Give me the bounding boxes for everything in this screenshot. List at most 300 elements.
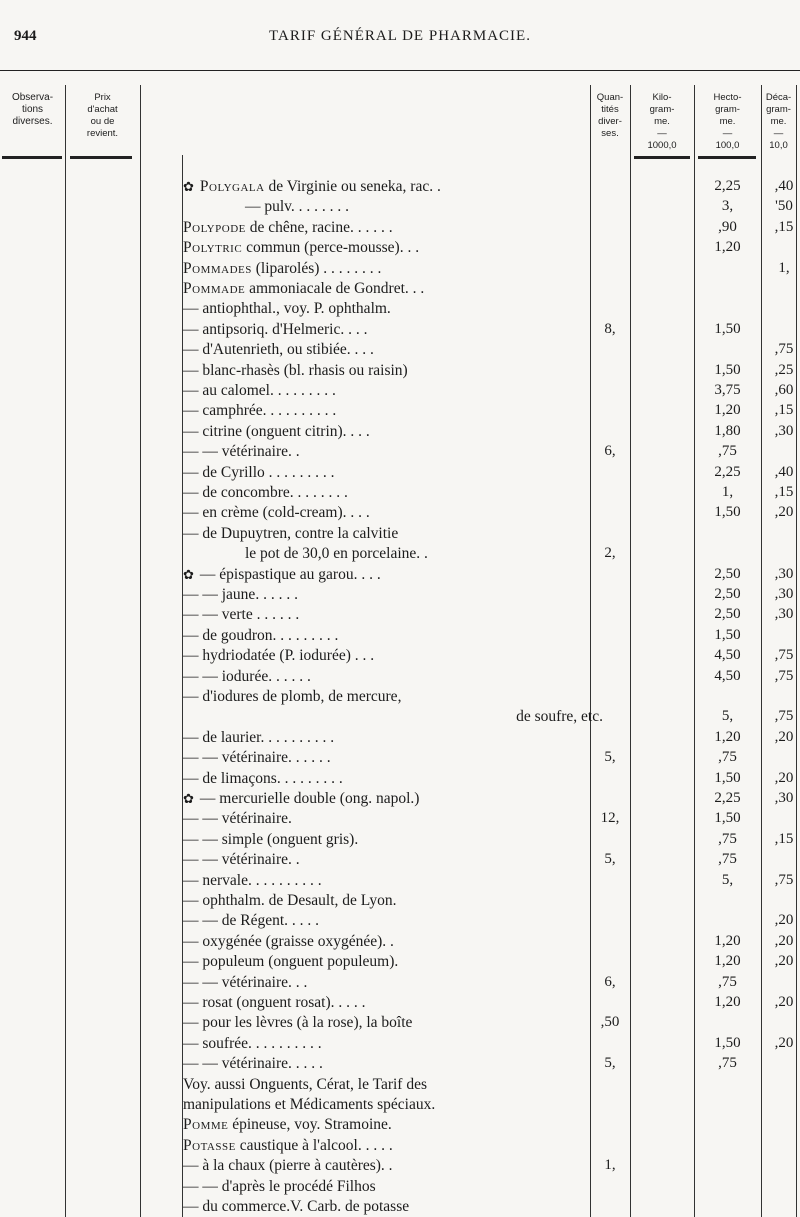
hectogram-cell: ,75 [718,851,737,868]
entry-text: d'iodures de plomb, de mercure, [202,688,402,705]
header-line: me. [654,116,670,127]
table-row [0,319,800,340]
table-row [0,808,800,829]
table-row [0,1155,800,1176]
row-description [183,727,603,748]
ditto-dash: — [183,728,203,746]
entry-text: ammoniacale de Gondret. . . [245,280,425,297]
table-row [0,462,800,483]
ditto-dash: — [183,402,203,420]
entry-text: de Dupuytren, contre la calvitie [202,524,399,542]
row-description [183,502,603,523]
quantity-cell: 5, [604,1055,616,1072]
hectogram-cell: 2,25 [714,463,741,480]
header-line: gram- [715,104,740,115]
header-line: 1000,0 [647,140,677,151]
header-line: Quan- [596,92,624,103]
decagram-cell: ,75 [774,667,794,684]
entry-text: — d'après le procédé Filhos [202,1177,376,1195]
table-row [0,400,800,421]
decagram-cell: 1, [778,259,790,276]
table-row [0,706,800,727]
header-line: diver- [598,116,622,127]
quantity-cell: 8, [604,320,616,337]
entry-text: de limaçons. . . . . . . . . [202,769,343,787]
entry-text: — vétérinaire. . . . . [202,1055,323,1073]
table-row [0,217,800,238]
entry-text: pulv. . . . . . . . [264,198,350,216]
hectogram-cell: 1,20 [714,932,741,949]
row-description [183,319,603,340]
ditto-dash: — [183,300,203,318]
table-row [0,890,800,911]
decagram-cell: ,30 [774,565,794,582]
entry-text: blanc-rhasès (bl. rhasis ou raisin) [202,361,408,379]
row-description [183,890,603,911]
entry-text: citrine (onguent citrin). . . . [202,422,370,440]
entry-text: Voy. aussi Onguents, Cérat, le Tarif des [183,1075,428,1093]
entry-text: soufrée. . . . . . . . . . [202,1034,322,1052]
table-row [0,1176,800,1197]
ditto-dash: — [183,912,203,930]
table-row [0,870,800,891]
hectogram-cell: 3,75 [714,382,741,398]
header-bar [70,156,132,159]
entry-head: Polygala [199,178,265,195]
decagram-cell: ,20 [774,1034,794,1051]
row-description [183,1094,603,1115]
hectogram-cell: 1,50 [714,1034,741,1051]
row-description [183,951,603,972]
table-row [0,604,800,625]
row-description [183,1053,603,1074]
hectogram-cell: 1,80 [714,422,741,439]
entry-text: épineuse, voy. Stramoine. [228,1116,392,1134]
header-line: — [722,128,733,139]
header-line: me. [719,116,736,127]
header-line: Prix [94,92,111,103]
entry-text: — simple (onguent gris). [202,830,359,848]
table-row [0,951,800,972]
decagram-cell: ,15 [774,830,794,847]
table-row [0,625,800,646]
row-description [183,625,603,646]
codex-mark-icon: ✿ [183,566,194,582]
row-description [245,196,665,217]
row-description [183,482,603,503]
table-row [0,421,800,442]
ditto-dash: — [183,851,203,869]
row-description [183,564,603,585]
table-row [0,196,800,217]
quantity-cell: 2, [604,545,616,562]
entry-text: — vétérinaire. . . [202,973,308,991]
header-line: Observa- [11,92,54,103]
entry-text: camphrée. . . . . . . . . . [202,402,337,420]
entry-text: de goudron. . . . . . . . . [202,626,339,644]
ditto-dash: — [183,341,203,359]
header-line: revient. [86,128,119,139]
hectogram-cell: ,90 [718,218,737,235]
hectogram-cell: 1,50 [714,320,741,337]
ditto-dash: — [183,361,203,379]
ditto-dash: — [199,565,220,583]
row-description [183,829,603,850]
table-row [0,360,800,381]
hectogram-cell: 5, [721,708,734,725]
table-row [0,666,800,687]
entry-text: — verte . . . . . . [202,606,300,624]
header-quantites [590,92,630,140]
row-description [183,258,603,279]
ditto-dash: — [183,1055,203,1073]
table-row [0,441,800,462]
hectogram-cell: 1,20 [714,994,741,1010]
row-description [183,1135,603,1156]
entry-text: de concombre. . . . . . . . [202,484,348,501]
row-description [183,217,603,238]
decagram-cell: ,30 [774,790,794,806]
decagram-cell: ,30 [774,422,794,439]
table-row [0,788,800,809]
ditto-dash: — [245,198,265,216]
decagram-cell: ,20 [774,769,794,786]
codex-mark-icon: ✿ [183,791,194,806]
ditto-dash: — [183,688,203,705]
entry-text: (liparolés) . . . . . . . . [251,259,382,277]
ditto-dash: — [183,871,203,889]
table-row [0,768,800,789]
decagram-cell: ,20 [774,953,794,970]
row-description [183,870,603,891]
row-description [183,400,603,421]
decagram-cell: ,60 [774,382,794,398]
ditto-dash: — [183,626,203,644]
decagram-cell: ,75 [774,708,794,725]
table-row [0,584,800,605]
table-row [0,298,800,319]
row-description [183,1155,603,1176]
row-description [183,441,603,462]
ditto-dash: — [183,1034,203,1052]
ditto-dash: — [183,667,203,685]
decagram-cell: ,75 [774,647,794,664]
decagram-cell: ,20 [774,728,794,745]
ditto-dash: — [183,749,203,767]
table-row [0,258,800,279]
row-description [183,686,603,707]
entry-text: de chêne, racine. . . . . . [245,218,393,236]
decagram-cell: ,15 [774,484,794,500]
hectogram-cell: 4,50 [714,667,741,684]
hectogram-cell: ,75 [718,1055,737,1072]
ditto-dash: — [183,973,203,991]
entry-text: commun (perce-mousse). . . [242,239,420,257]
entry-text: de Virginie ou seneka, rac. . [264,178,441,195]
entry-text: manipulations et Médicaments spéciaux. [183,1096,436,1113]
entry-text: de soufre, etc. [516,708,603,726]
hectogram-cell: ,75 [718,830,737,847]
header-observations [0,92,65,128]
table-row [0,176,800,197]
row-description [183,666,603,687]
decagram-cell: ,75 [774,871,794,888]
header-line: gram- [649,104,675,115]
table-row [0,992,800,1013]
quantity-cell: 5, [604,851,616,868]
entry-text: hydriodatée (P. iodurée) . . . [202,647,375,665]
row-description [183,360,603,381]
quantity-cell: 1, [604,1157,616,1174]
header-line: — [657,128,667,139]
decagram-cell: ,30 [774,606,794,623]
entry-head: Polypode [183,218,246,236]
ditto-dash: — [199,790,220,807]
entry-text: — vétérinaire. . [202,443,300,461]
decagram-cell: ,25 [774,361,794,378]
ditto-dash: — [183,443,203,461]
quantity-cell: 6, [604,973,616,990]
table-row [0,278,800,299]
quantity-cell: 5, [604,749,616,766]
entry-text: — jaune. . . . . . [202,586,298,603]
row-description [183,237,603,258]
decagram-cell: ,75 [774,341,794,358]
hectogram-cell: 1,50 [714,504,741,521]
entry-text: antipsoriq. d'Helmeric. . . . [202,320,368,338]
hectogram-cell: 1,50 [714,626,741,643]
entry-head: Pommades [183,259,252,277]
hectogram-cell: 3, [721,198,734,215]
table-row [0,1074,800,1095]
header-line: ou de [90,116,115,127]
row-description [183,768,603,789]
decagram-cell: ,40 [774,178,794,194]
table-row [0,543,800,564]
ditto-dash: — [183,606,203,624]
table-row [0,482,800,503]
decagram-cell: ,20 [774,504,794,521]
entry-text: de Cyrillo . . . . . . . . . [202,463,335,481]
table-row [0,1094,800,1115]
table-row [0,1033,800,1054]
hectogram-cell: 1,20 [714,953,741,970]
hectogram-cell: 5, [721,871,734,888]
ditto-dash: — [183,830,203,848]
header-line: Déca- [765,92,792,103]
decagram-cell: ,30 [774,586,794,602]
entry-text: de laurier. . . . . . . . . . [202,728,335,746]
row-description [183,176,603,197]
ditto-dash: — [183,810,203,828]
header-line: Hecto- [713,92,742,103]
entry-text: à la chaux (pierre à cautères). . [202,1157,393,1175]
table-row [0,849,800,870]
entry-text: — iodurée. . . . . . [202,667,311,685]
table-row [0,1196,800,1217]
entry-text: caustique à l'alcool. . . . . [235,1136,393,1154]
table-row [0,1114,800,1135]
row-description [183,604,603,625]
table-row [0,829,800,850]
row-description [183,1074,603,1095]
entry-text: populeum (onguent populeum). [202,953,399,971]
entry-head: Potasse [183,1136,236,1154]
ditto-dash: — [183,892,203,909]
table-row [0,972,800,993]
table-row [0,502,800,523]
table-row [0,380,800,401]
quantity-cell: 12, [600,810,620,827]
ditto-dash: — [183,994,203,1011]
entry-head: Polytric [183,239,243,257]
row-description [183,645,603,666]
ditto-dash: — [183,1198,203,1215]
row-description [183,931,603,952]
row-description [183,910,603,931]
table-row [0,564,800,585]
ditto-dash: — [183,586,203,603]
row-description [183,339,603,360]
decagram-cell: ,20 [774,912,794,929]
header-line: tions [21,104,44,115]
hectogram-cell: 2,50 [714,565,741,582]
entry-text: nervale. . . . . . . . . . [202,871,322,889]
entry-text: le pot de 30,0 en porcelaine. . [245,545,428,563]
ditto-dash: — [183,769,203,787]
header-decagramme [761,92,796,152]
row-description [183,808,603,829]
ditto-dash: — [183,484,203,501]
row-description [183,972,603,993]
header-line: gram- [766,104,791,115]
header-bar [2,156,62,159]
hectogram-cell: ,75 [718,973,737,990]
header-line: 100,0 [715,140,740,151]
ditto-dash: — [183,1157,203,1175]
header-line: Kilo- [652,92,672,103]
entry-text: au calomel. . . . . . . . . [202,382,336,399]
entry-text: du commerce.V. Carb. de potasse [202,1198,410,1215]
header-line: — [773,128,784,139]
table-row [0,747,800,768]
row-description [183,1114,603,1135]
hectogram-cell: 1,50 [714,810,741,827]
ditto-dash: — [183,524,203,542]
quantity-cell: 6, [604,443,616,460]
header-line: me. [770,116,787,127]
table-row [0,1053,800,1074]
table-row [0,686,800,707]
table-row [0,910,800,931]
header-line: ses. [601,128,619,139]
hectogram-cell: ,75 [718,443,737,460]
row-description [183,706,603,727]
header-hectogramme [694,92,761,152]
ditto-dash: — [183,1177,203,1195]
entry-text: — de Régent. . . . . [202,912,320,930]
header-line: tités [601,104,619,115]
decagram-cell: '50 [775,198,793,215]
hectogram-cell: 1,20 [714,239,741,256]
hectogram-cell: 2,50 [714,606,741,623]
decagram-cell: ,20 [774,932,794,949]
entry-text: — vétérinaire. . . . . . [202,749,331,767]
table-row [0,1135,800,1156]
hectogram-cell: 2,25 [714,790,741,806]
decagram-cell: ,15 [774,218,794,235]
top-rule [0,70,800,71]
row-description [183,788,603,809]
row-description [183,523,603,544]
ditto-dash: — [183,320,203,338]
header-bar [634,156,690,159]
decagram-cell: ,20 [774,994,794,1010]
hectogram-cell: 4,50 [714,647,741,664]
table-row [0,339,800,360]
entry-text: épispastique au garou. . . . [219,565,381,583]
ditto-dash: — [183,647,203,665]
row-description [183,584,603,605]
ditto-dash: — [183,953,203,971]
entry-head: Pomme [183,1116,229,1134]
hectogram-cell: 1, [721,484,734,500]
ditto-dash: — [183,1014,203,1032]
table-row [0,237,800,258]
header-prix [65,92,140,140]
entry-text: d'Autenrieth, ou stibiée. . . . [202,341,374,359]
hectogram-cell: ,75 [718,749,737,766]
row-description [183,1033,603,1054]
entry-text: — vétérinaire. [202,810,292,828]
codex-mark-icon: ✿ [183,179,194,194]
header-kilogramme [630,92,694,152]
row-description [183,1176,603,1197]
entry-text: mercurielle double (ong. napol.) [219,790,420,807]
header-line: diverses. [12,116,53,127]
row-description [183,380,603,401]
table-row [0,727,800,748]
quantity-cell: ,50 [600,1014,620,1031]
hectogram-cell: 1,20 [714,402,741,419]
row-description [183,992,603,1013]
row-description [183,462,603,483]
hectogram-cell: 2,25 [714,178,741,194]
header-line: d'achat [87,104,118,115]
table-row [0,931,800,952]
hectogram-cell: 1,20 [714,728,741,745]
entry-text: — vétérinaire. . [202,851,300,869]
header-bar [698,156,756,159]
entry-text: pour les lèvres (à la rose), la boîte [202,1014,413,1032]
table-row [0,1012,800,1033]
row-description [183,421,603,442]
row-description [183,1012,603,1033]
ditto-dash: — [183,382,203,399]
entry-head: Pommade [183,280,246,297]
entry-text: ophthalm. de Desault, de Lyon. [202,892,397,909]
decagram-cell: ,40 [774,463,794,480]
ditto-dash: — [183,463,203,481]
header-line: 10,0 [769,140,788,151]
hectogram-cell: 2,50 [714,586,741,602]
running-title: TARIF GÉNÉRAL DE PHARMACIE. [269,28,531,44]
row-description [183,298,603,319]
table-row [0,523,800,544]
page-number: 944 [14,28,37,44]
entry-text: rosat (onguent rosat). . . . . [202,994,366,1011]
table-row [0,645,800,666]
